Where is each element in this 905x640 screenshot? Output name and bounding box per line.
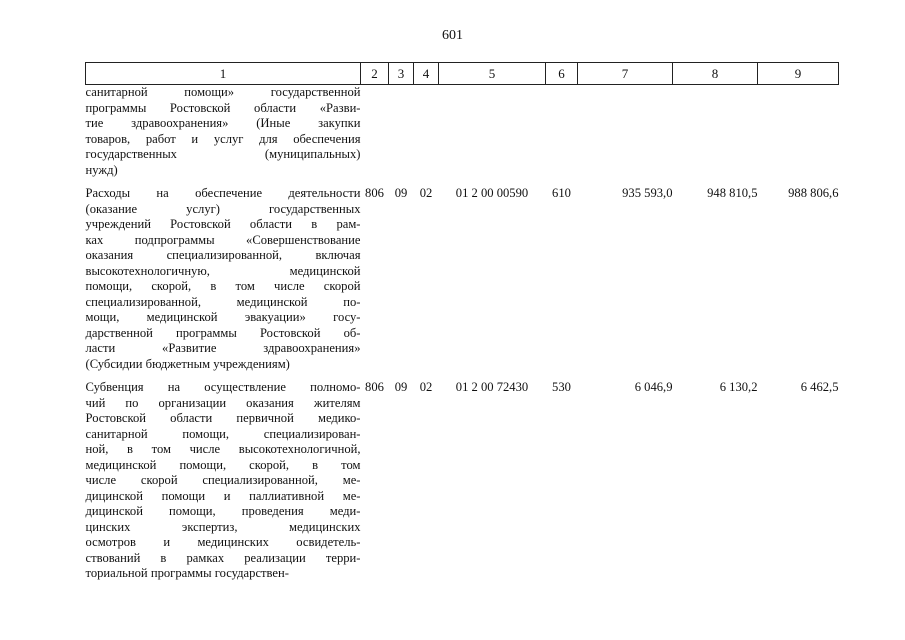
- description-line: (Субсидии бюджетным учреждениям): [85, 356, 290, 371]
- header-col-2: 2: [361, 63, 389, 85]
- cell-col-4: [414, 85, 439, 179]
- header-row: [86, 63, 839, 85]
- cell-col-6: [546, 85, 578, 179]
- cell-col-6: 530: [552, 380, 571, 394]
- cell-col-9: 988 806,6: [788, 186, 839, 200]
- description-cell: [86, 380, 361, 582]
- cell-col-8: [673, 85, 758, 179]
- cell-col-3: 09: [394, 186, 408, 200]
- description-line: (оказание услуг) государственных: [85, 201, 361, 216]
- description-line: программы Ростовской области «Разви-: [85, 100, 361, 115]
- description-line: осмотров и медицинских освидетель-: [85, 535, 361, 549]
- row-spacer-cell: [86, 372, 839, 380]
- row-spacer-cell: [86, 178, 839, 186]
- cell-col-5: [439, 85, 546, 179]
- header-col-1: 1: [86, 63, 361, 85]
- cell-col-4: 02: [419, 186, 433, 200]
- cell-col-3: [389, 85, 414, 179]
- budget-table: [85, 62, 839, 582]
- row-spacer: [86, 372, 839, 380]
- description-line: товаров, работ и услуг для обеспечения: [85, 131, 361, 146]
- header-col-7: 7: [578, 63, 673, 85]
- cell-col-4: 02: [419, 380, 433, 394]
- cell-col-3: 09: [394, 380, 408, 394]
- header-col-6: 6: [546, 63, 578, 85]
- description-line: тие здравоохранения» (Иные закупки: [85, 116, 361, 130]
- description-line: санитарной помощи» государственной: [85, 85, 361, 99]
- page-number: 601: [442, 28, 463, 43]
- cell-col-2: [361, 85, 389, 179]
- row-spacer: [86, 178, 839, 186]
- cell-col-2: 806: [365, 186, 384, 200]
- cell-col-8: 948 810,5: [707, 186, 758, 200]
- description-line: учреждений Ростовской области в рам-: [85, 217, 361, 231]
- table-row: [86, 186, 839, 372]
- description-line: высокотехнологичную, медицинской: [85, 263, 361, 278]
- description-cell: [86, 186, 361, 372]
- cell-col-6: 610: [552, 186, 571, 200]
- header-col-9: 9: [758, 63, 839, 85]
- description-line: Субвенция на осуществление полномо-: [85, 380, 361, 394]
- description-line: оказания специализированной, включая: [85, 248, 361, 262]
- header-col-3: 3: [389, 63, 414, 85]
- cell-col-7: 935 593,0: [622, 186, 673, 200]
- description-line: числе скорой специализированной, ме-: [85, 473, 361, 487]
- header-col-8: 8: [673, 63, 758, 85]
- description-cell: [86, 85, 361, 179]
- description-line: дарственной программы Ростовской об-: [85, 325, 361, 340]
- cell-col-9: 6 462,5: [800, 380, 839, 394]
- description-line: ласти «Развитие здравоохранения»: [85, 341, 361, 355]
- cell-col-7: 6 046,9: [634, 380, 673, 394]
- description-line: дицинской помощи и паллиативной ме-: [85, 488, 361, 503]
- description-line: мощи, медицинской эвакуации» госу-: [85, 310, 361, 324]
- description-line: ках подпрограммы «Совершенствование: [85, 232, 361, 247]
- description-line: дицинской помощи, проведения меди-: [85, 504, 361, 518]
- description-line: Ростовской области первичной медико-: [85, 411, 361, 425]
- cell-col-7: [578, 85, 673, 179]
- description-line: нужд): [85, 162, 118, 177]
- cell-col-9: [758, 85, 839, 179]
- table-row: [86, 85, 839, 179]
- description-line: медицинской помощи, скорой, в том: [85, 457, 361, 472]
- cell-col-5: 01 2 00 72430: [455, 380, 529, 394]
- description-line: ной, в том числе высокотехнологичной,: [85, 442, 361, 456]
- description-line: чий по организации оказания жителям: [85, 395, 361, 410]
- header-col-4: 4: [414, 63, 439, 85]
- description-line: ториальной программы государствен-: [85, 566, 289, 580]
- table-row: [86, 380, 839, 582]
- description-line: Расходы на обеспечение деятельности: [85, 186, 361, 200]
- description-line: государственных (муниципальных): [85, 147, 361, 161]
- cell-col-5: 01 2 00 00590: [455, 186, 529, 200]
- cell-col-8: 6 130,2: [719, 380, 758, 394]
- description-line: цинских экспертиз, медицинских: [85, 519, 361, 534]
- cell-col-2: 806: [365, 380, 384, 394]
- description-line: помощи, скорой, в том числе скорой: [85, 279, 361, 293]
- description-line: специализированной, медицинской по-: [85, 294, 361, 309]
- header-col-5: 5: [439, 63, 546, 85]
- description-line: ствований в рамках реализации терри-: [85, 550, 361, 565]
- description-line: санитарной помощи, специализирован-: [85, 426, 361, 441]
